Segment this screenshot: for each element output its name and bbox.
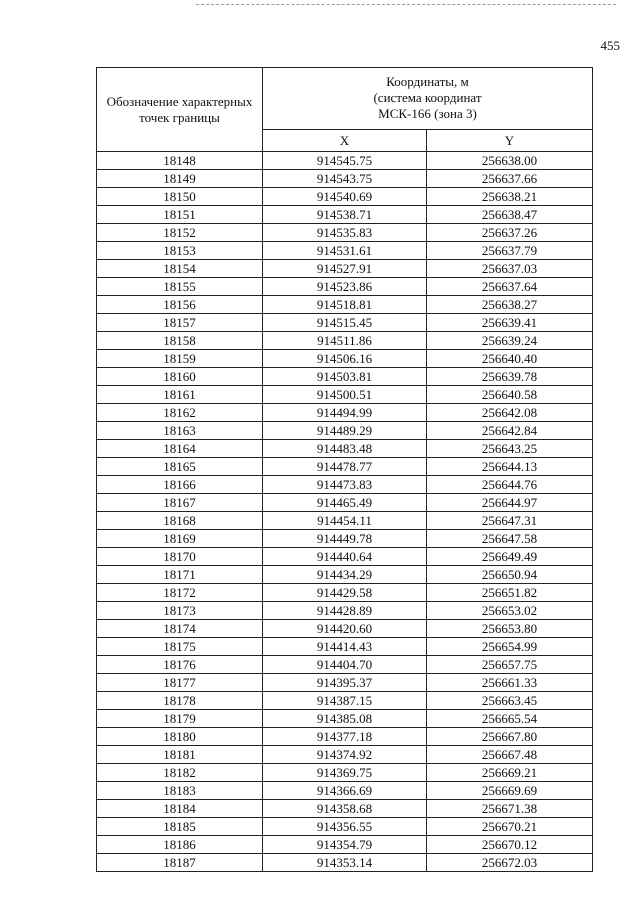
point-id-cell: 18163 — [97, 422, 263, 440]
point-id-cell: 18180 — [97, 728, 263, 746]
header-coordinates-line: МСК-166 (зона 3) — [378, 106, 477, 122]
y-cell: 256637.03 — [427, 260, 593, 278]
point-id-cell: 18179 — [97, 710, 263, 728]
table-row — [97, 260, 593, 278]
x-cell: 914489.29 — [263, 422, 427, 440]
table-row — [97, 170, 593, 188]
point-id-cell: 18181 — [97, 746, 263, 764]
table-row — [97, 710, 593, 728]
y-cell: 256637.66 — [427, 170, 593, 188]
table-row — [97, 296, 593, 314]
y-cell: 256650.94 — [427, 566, 593, 584]
y-cell: 256637.79 — [427, 242, 593, 260]
point-id-cell: 18162 — [97, 404, 263, 422]
x-cell: 914515.45 — [263, 314, 427, 332]
table-row — [97, 530, 593, 548]
table-row — [97, 782, 593, 800]
table-row — [97, 206, 593, 224]
top-scan-rule — [196, 4, 616, 5]
point-id-cell: 18158 — [97, 332, 263, 350]
x-cell: 914454.11 — [263, 512, 427, 530]
y-cell: 256637.64 — [427, 278, 593, 296]
table-row — [97, 314, 593, 332]
table-row — [97, 818, 593, 836]
header-y: Y — [427, 129, 593, 151]
point-id-cell: 18176 — [97, 656, 263, 674]
table-row — [97, 404, 593, 422]
table-row — [97, 224, 593, 242]
x-cell: 914545.75 — [263, 152, 427, 170]
point-id-cell: 18167 — [97, 494, 263, 512]
table-row — [97, 620, 593, 638]
x-cell: 914356.55 — [263, 818, 427, 836]
y-cell: 256647.31 — [427, 512, 593, 530]
y-cell: 256647.58 — [427, 530, 593, 548]
y-cell: 256667.48 — [427, 746, 593, 764]
table-row — [97, 422, 593, 440]
x-cell: 914506.16 — [263, 350, 427, 368]
y-cell: 256661.33 — [427, 674, 593, 692]
point-id-cell: 18154 — [97, 260, 263, 278]
y-cell: 256671.38 — [427, 800, 593, 818]
table-row — [97, 242, 593, 260]
y-cell: 256640.40 — [427, 350, 593, 368]
y-cell: 256642.84 — [427, 422, 593, 440]
x-cell: 914428.89 — [263, 602, 427, 620]
x-cell: 914449.78 — [263, 530, 427, 548]
y-cell: 256638.27 — [427, 296, 593, 314]
point-id-cell: 18183 — [97, 782, 263, 800]
point-id-cell: 18161 — [97, 386, 263, 404]
y-cell: 256665.54 — [427, 710, 593, 728]
x-cell: 914473.83 — [263, 476, 427, 494]
x-cell: 914527.91 — [263, 260, 427, 278]
x-cell: 914538.71 — [263, 206, 427, 224]
x-cell: 914540.69 — [263, 188, 427, 206]
x-cell: 914535.83 — [263, 224, 427, 242]
x-cell: 914387.15 — [263, 692, 427, 710]
point-id-cell: 18182 — [97, 764, 263, 782]
y-cell: 256654.99 — [427, 638, 593, 656]
y-cell: 256670.12 — [427, 836, 593, 854]
point-id-cell: 18148 — [97, 152, 263, 170]
x-cell: 914494.99 — [263, 404, 427, 422]
table-row — [97, 458, 593, 476]
y-cell: 256638.00 — [427, 152, 593, 170]
y-cell: 256669.21 — [427, 764, 593, 782]
table-row — [97, 764, 593, 782]
y-cell: 256672.03 — [427, 854, 593, 872]
table-row — [97, 584, 593, 602]
header-coordinates — [263, 68, 593, 130]
x-cell: 914465.49 — [263, 494, 427, 512]
y-cell: 256651.82 — [427, 584, 593, 602]
point-id-cell: 18160 — [97, 368, 263, 386]
point-id-cell: 18185 — [97, 818, 263, 836]
x-cell: 914366.69 — [263, 782, 427, 800]
point-id-cell: 18149 — [97, 170, 263, 188]
table-row — [97, 836, 593, 854]
point-id-cell: 18155 — [97, 278, 263, 296]
y-cell: 256657.75 — [427, 656, 593, 674]
y-cell: 256649.49 — [427, 548, 593, 566]
table-row — [97, 638, 593, 656]
y-cell: 256637.26 — [427, 224, 593, 242]
point-id-cell: 18184 — [97, 800, 263, 818]
y-cell: 256638.47 — [427, 206, 593, 224]
table-row — [97, 476, 593, 494]
y-cell: 256643.25 — [427, 440, 593, 458]
y-cell: 256663.45 — [427, 692, 593, 710]
x-cell: 914434.29 — [263, 566, 427, 584]
y-cell: 256639.41 — [427, 314, 593, 332]
table-row — [97, 674, 593, 692]
table-row — [97, 332, 593, 350]
point-id-cell: 18157 — [97, 314, 263, 332]
y-cell: 256638.21 — [427, 188, 593, 206]
y-cell: 256642.08 — [427, 404, 593, 422]
x-cell: 914354.79 — [263, 836, 427, 854]
y-cell: 256639.24 — [427, 332, 593, 350]
point-id-cell: 18175 — [97, 638, 263, 656]
x-cell: 914374.92 — [263, 746, 427, 764]
x-cell: 914523.86 — [263, 278, 427, 296]
y-cell: 256667.80 — [427, 728, 593, 746]
table-row — [97, 746, 593, 764]
x-cell: 914385.08 — [263, 710, 427, 728]
coordinates-table — [96, 67, 593, 872]
point-id-cell: 18165 — [97, 458, 263, 476]
x-cell: 914414.43 — [263, 638, 427, 656]
table-row — [97, 728, 593, 746]
x-cell: 914358.68 — [263, 800, 427, 818]
table-row — [97, 566, 593, 584]
table-row — [97, 800, 593, 818]
x-cell: 914395.37 — [263, 674, 427, 692]
table-row — [97, 854, 593, 872]
table-row — [97, 350, 593, 368]
table-body — [97, 152, 593, 872]
point-id-cell: 18169 — [97, 530, 263, 548]
x-cell: 914377.18 — [263, 728, 427, 746]
x-cell: 914429.58 — [263, 584, 427, 602]
table-row — [97, 494, 593, 512]
x-cell: 914483.48 — [263, 440, 427, 458]
page-number: 455 — [600, 38, 620, 53]
table-row — [97, 368, 593, 386]
point-id-cell: 18150 — [97, 188, 263, 206]
table-row — [97, 548, 593, 566]
table-row — [97, 512, 593, 530]
table-row — [97, 188, 593, 206]
point-id-cell: 18151 — [97, 206, 263, 224]
point-id-cell: 18174 — [97, 620, 263, 638]
y-cell: 256644.97 — [427, 494, 593, 512]
y-cell: 256644.13 — [427, 458, 593, 476]
point-id-cell: 18170 — [97, 548, 263, 566]
table-row — [97, 386, 593, 404]
x-cell: 914353.14 — [263, 854, 427, 872]
x-cell: 914543.75 — [263, 170, 427, 188]
point-id-cell: 18187 — [97, 854, 263, 872]
point-id-cell: 18152 — [97, 224, 263, 242]
point-id-cell: 18156 — [97, 296, 263, 314]
header-coordinates-line: Координаты, м — [386, 74, 469, 90]
point-id-cell: 18172 — [97, 584, 263, 602]
point-id-cell: 18173 — [97, 602, 263, 620]
y-cell: 256653.02 — [427, 602, 593, 620]
y-cell: 256644.76 — [427, 476, 593, 494]
header-point-designation: Обозначение характерных точек границы — [97, 68, 263, 152]
x-cell: 914503.81 — [263, 368, 427, 386]
point-id-cell: 18177 — [97, 674, 263, 692]
table-row — [97, 152, 593, 170]
x-cell: 914511.86 — [263, 332, 427, 350]
table-row — [97, 602, 593, 620]
x-cell: 914440.64 — [263, 548, 427, 566]
y-cell: 256669.69 — [427, 782, 593, 800]
point-id-cell: 18168 — [97, 512, 263, 530]
point-id-cell: 18186 — [97, 836, 263, 854]
point-id-cell: 18178 — [97, 692, 263, 710]
x-cell: 914500.51 — [263, 386, 427, 404]
table-row — [97, 278, 593, 296]
x-cell: 914404.70 — [263, 656, 427, 674]
point-id-cell: 18164 — [97, 440, 263, 458]
table-row — [97, 440, 593, 458]
point-id-cell: 18159 — [97, 350, 263, 368]
x-cell: 914518.81 — [263, 296, 427, 314]
y-cell: 256639.78 — [427, 368, 593, 386]
table-row — [97, 692, 593, 710]
point-id-cell: 18171 — [97, 566, 263, 584]
y-cell: 256653.80 — [427, 620, 593, 638]
table-row — [97, 656, 593, 674]
x-cell: 914478.77 — [263, 458, 427, 476]
y-cell: 256640.58 — [427, 386, 593, 404]
point-id-cell: 18166 — [97, 476, 263, 494]
x-cell: 914420.60 — [263, 620, 427, 638]
x-cell: 914531.61 — [263, 242, 427, 260]
header-coordinates-line: (система координат — [373, 90, 482, 106]
x-cell: 914369.75 — [263, 764, 427, 782]
y-cell: 256670.21 — [427, 818, 593, 836]
point-id-cell: 18153 — [97, 242, 263, 260]
header-x: X — [263, 129, 427, 151]
